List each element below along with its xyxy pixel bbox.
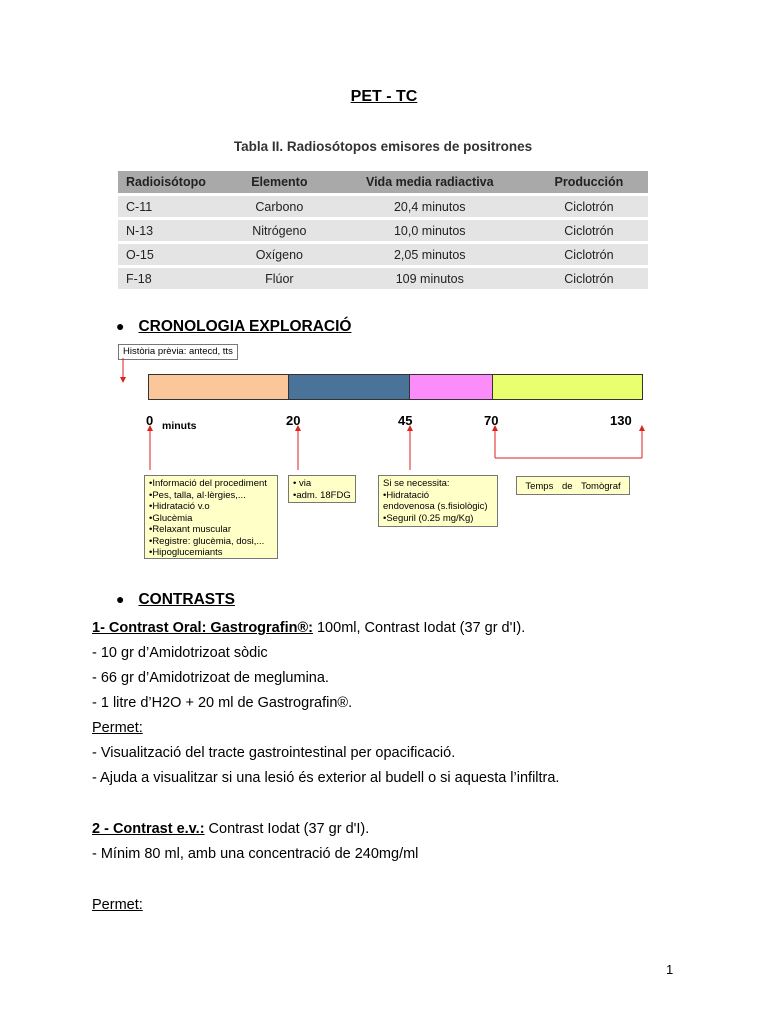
radioisotope-table bbox=[118, 168, 648, 292]
exploration-timeline bbox=[110, 340, 660, 565]
table-caption: Tabla II. Radiosótopos emisores de positrones bbox=[233, 139, 533, 154]
table-cell: Nitrógeno bbox=[229, 220, 330, 241]
table-header-cell: Producción bbox=[530, 171, 648, 193]
section-heading-text: CRONOLOGIA EXPLORACIÓ bbox=[138, 318, 352, 335]
note-preparation bbox=[144, 475, 278, 559]
note-line: •Glucèmia bbox=[149, 512, 193, 524]
table-cell: N-13 bbox=[118, 220, 229, 241]
list-item: - Ajuda a visualitzar si una lesió és exterior al budell o si aquesta l’infiltra. bbox=[92, 770, 560, 786]
table-cell: F-18 bbox=[118, 268, 229, 289]
table-row bbox=[118, 220, 648, 241]
timeline-segment-uptake bbox=[409, 374, 493, 400]
section-heading-chronology bbox=[116, 318, 351, 336]
table-cell: Flúor bbox=[229, 268, 330, 289]
timeline-segment-preparation bbox=[148, 374, 289, 400]
table-cell: Ciclotrón bbox=[530, 244, 648, 265]
table-cell: Ciclotrón bbox=[530, 220, 648, 241]
list-item: - Mínim 80 ml, amb una concentració de 240mg/ml bbox=[92, 846, 419, 862]
history-label-text: Història prèvia: antecd, tts bbox=[123, 346, 233, 357]
list-item: - 10 gr d’Amidotrizoat sòdic bbox=[92, 645, 268, 661]
table-cell: 109 minutos bbox=[330, 268, 530, 289]
note-line: •Hipoglucemiants bbox=[149, 547, 223, 558]
note-line: • via bbox=[293, 478, 312, 489]
bullet-icon: ● bbox=[116, 318, 125, 334]
note-line: •Relaxant muscular bbox=[149, 524, 231, 535]
note-line: •Informació del procediment bbox=[149, 478, 267, 489]
table-cell: C-11 bbox=[118, 196, 229, 217]
document-title: PET - TC bbox=[350, 88, 418, 105]
list-item: - 66 gr d’Amidotrizoat de meglumina. bbox=[92, 670, 329, 686]
section-heading-contrasts bbox=[116, 591, 235, 609]
note-line: •Registre: glucèmia, dosi,... bbox=[149, 535, 265, 547]
table-cell: Ciclotrón bbox=[530, 268, 648, 289]
list-item: - Visualització del tracte gastrointestinal per opacificació. bbox=[92, 745, 456, 761]
oral-contrast-heading: 1- Contrast Oral: Gastrografin®: bbox=[92, 620, 313, 636]
oral-contrast-line bbox=[92, 620, 525, 636]
table-cell: Oxígeno bbox=[229, 244, 330, 265]
note-line: •Pes, talla, al·lèrgies,... bbox=[149, 489, 246, 501]
note-line: endovenosa (s.fisiològic) bbox=[383, 501, 488, 512]
note-optional bbox=[378, 475, 498, 527]
table-cell: 2,05 minutos bbox=[330, 244, 530, 265]
tick-label: 130 bbox=[610, 413, 632, 428]
note-line: Si se necessita: bbox=[383, 478, 450, 489]
permet-label: Permet: bbox=[92, 720, 143, 736]
timeline-segment-injection bbox=[288, 374, 410, 400]
ev-contrast-heading: 2 - Contrast e.v.: bbox=[92, 821, 205, 837]
oral-contrast-desc: 100ml, Contrast Iodat (37 gr d'I). bbox=[312, 620, 526, 636]
bullet-icon: ● bbox=[116, 591, 125, 607]
note-line: •Hidratació v.o bbox=[149, 501, 210, 512]
ev-contrast-line bbox=[92, 821, 369, 837]
table-cell: Carbono bbox=[229, 196, 330, 217]
note-line: •Hidratació bbox=[383, 489, 430, 501]
ev-contrast-desc: Contrast Iodat (37 gr d'I). bbox=[204, 821, 370, 837]
tick-label: 45 bbox=[398, 413, 413, 428]
table-cell: 20,4 minutos bbox=[330, 196, 530, 217]
table-row bbox=[118, 268, 648, 289]
note-line: Temps de Tomògraf bbox=[525, 481, 621, 492]
page-number: 1 bbox=[666, 962, 674, 977]
table-header-cell: Radioisótopo bbox=[118, 171, 229, 193]
table-header-row bbox=[118, 171, 648, 193]
unit-label: minuts bbox=[162, 420, 197, 432]
table-cell: 10,0 minutos bbox=[330, 220, 530, 241]
permet-label: Permet: bbox=[92, 897, 143, 913]
note-line: •Seguril (0.25 mg/Kg) bbox=[383, 512, 474, 524]
tick-label: 20 bbox=[286, 413, 301, 428]
section-heading-text: CONTRASTS bbox=[138, 591, 235, 608]
table-cell: Ciclotrón bbox=[530, 196, 648, 217]
table-row bbox=[118, 244, 648, 265]
tick-label: 0 bbox=[146, 413, 154, 428]
table-header-cell: Vida media radiactiva bbox=[330, 171, 530, 193]
tick-label: 70 bbox=[484, 413, 499, 428]
note-injection bbox=[288, 475, 356, 503]
note-line: •adm. 18FDG bbox=[293, 489, 351, 501]
note-scan-time bbox=[516, 476, 630, 495]
list-item: - 1 litre d’H2O + 20 ml de Gastrografin®. bbox=[92, 695, 353, 711]
table-cell: O-15 bbox=[118, 244, 229, 265]
table-header-cell: Elemento bbox=[229, 171, 330, 193]
timeline-segment-scan bbox=[492, 374, 643, 400]
table-row bbox=[118, 196, 648, 217]
